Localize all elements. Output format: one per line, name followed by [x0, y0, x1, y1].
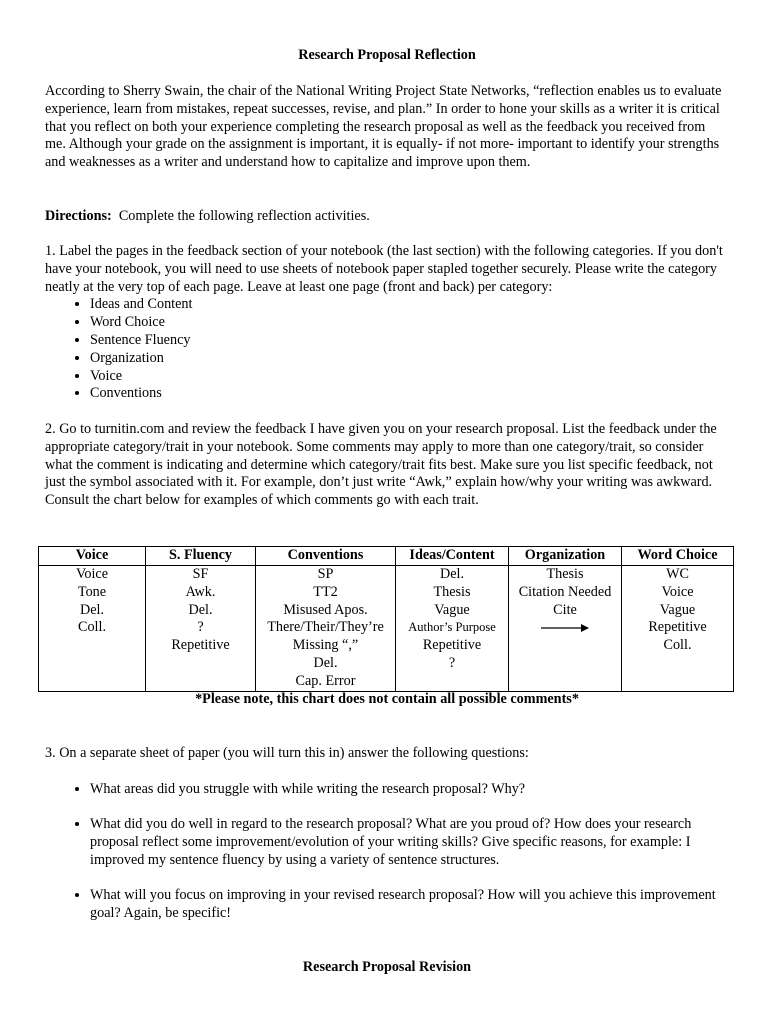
- ideas-content-column: [396, 566, 509, 692]
- chart-cell: Repetitive: [171, 637, 230, 654]
- chart-cell: ?: [197, 619, 204, 636]
- header-sentence-fluency: S. Fluency: [146, 547, 256, 566]
- voice-column: [39, 566, 146, 692]
- list-item: • Organization: [90, 350, 729, 368]
- chart-cell: Del.: [439, 566, 465, 582]
- chart-cell: Coll.: [663, 637, 692, 654]
- conventions-column: [256, 566, 396, 692]
- list-item: • What will you focus on improving in your revised research proposal? How will you achieve this improvement goal? Again, be specific!: [90, 887, 729, 923]
- category-list: [45, 296, 729, 403]
- header-word-choice: Word Choice: [622, 547, 734, 566]
- chart-cell: Cap. Error: [295, 672, 356, 689]
- chart-cell: Thesis: [433, 583, 471, 600]
- chart-cell: Author’s Purpose: [408, 620, 496, 635]
- chart-cell: Repetitive: [648, 619, 707, 636]
- chart-body-row: [39, 566, 734, 692]
- chart-cell: Missing “,”: [292, 637, 359, 654]
- chart-cell: Tone: [77, 583, 107, 600]
- chart-cell: Del.: [313, 654, 338, 671]
- header-ideas-content: Ideas/Content: [396, 547, 509, 566]
- header-organization: Organization: [509, 547, 622, 566]
- chart-cell: Cite: [553, 601, 577, 618]
- chart-header-row: [39, 547, 734, 566]
- chart-cell: Voice: [661, 583, 694, 600]
- section-title: Research Proposal Revision: [302, 959, 472, 975]
- step-3: [45, 745, 729, 941]
- chart-cell: Del.: [188, 601, 213, 618]
- chart-cell: Citation Needed: [518, 583, 612, 600]
- chart-cell: Voice: [75, 566, 109, 582]
- feedback-chart: [38, 546, 734, 692]
- list-item: • Ideas and Content: [90, 296, 729, 314]
- list-item: • Conventions: [90, 385, 729, 403]
- list-item: • What did you do well in regard to the research proposal? What are you proud of? How does your research proposal reflect some improvement/evolution of your writing skills? Give specific reasons, for example: I improved my sentence fluency by using a variety of sentence structures.: [90, 816, 729, 869]
- chart-cell: Coll.: [78, 619, 106, 636]
- step-1: [45, 243, 729, 403]
- intro-text: According to Sherry Swain, the chair of the National Writing Project State Networks, “reflection enables us to evaluate experience, learn from mistakes, repeat successes, revise, and plan.” In order to hone your skills as a writer it is critical that you reflect on both your experience completing the research proposal as well as the feedback you received from me. Although your grade on the assignment is important, it is equally- if not more- important to identify your strengths and weaknesses as a writer and understand how to capitalize and improve upon them.: [45, 83, 722, 171]
- chart-cell: Vague: [434, 601, 470, 618]
- chart-cell: Vague: [659, 601, 696, 618]
- question-list: [45, 781, 729, 923]
- chart-cell: SF: [192, 566, 209, 582]
- directions-label: Directions:: [45, 208, 112, 224]
- chart-cell: There/Their/They’re: [267, 619, 384, 636]
- intro-paragraph: [45, 83, 729, 172]
- organization-column: [509, 566, 622, 692]
- directions: [45, 208, 729, 226]
- chart-cell: SP: [317, 566, 334, 582]
- chart-cell: WC: [666, 566, 689, 582]
- chart-cell: Repetitive: [422, 637, 482, 654]
- list-item: • Word Choice: [90, 314, 729, 332]
- step-1-text: 1. Label the pages in the feedback section of your notebook (the last section) with the following categories. If you don't have your notebook, you will need to use sheets of notebook paper stapled together securely. Please write the category neatly at the very top of each page. Leave at least one page (front and back) per category:: [45, 243, 723, 295]
- arrow-right-icon: [511, 619, 619, 637]
- step-2-text: 2. Go to turnitin.com and review the feedback I have given you on your research proposal. List the feedback under the appropriate category/trait in your notebook. Some comments may apply to more than one category/trait, so consider what the comment is indicating and determine which category/trait fits best. Make sure you list specific feedback, not just the symbol associated with it. For example, don’t just write “Awk,” explain how/why your writing was awkward. Consult the chart below for examples of which comments go with each trait.: [45, 421, 717, 509]
- directions-text: Complete the following reflection activities.: [118, 208, 370, 224]
- chart-cell: ?: [448, 654, 456, 671]
- list-item: • What areas did you struggle with while writing the research proposal? Why?: [90, 781, 729, 799]
- header-voice: Voice: [39, 547, 146, 566]
- sentence-fluency-column: [146, 566, 256, 692]
- list-item: • Voice: [90, 368, 729, 386]
- list-item: • Sentence Fluency: [90, 332, 729, 350]
- page-title: Research Proposal Reflection: [298, 47, 476, 63]
- chart-note: *Please note, this chart does not contain all possible comments*: [195, 691, 579, 707]
- chart-cell: Misused Apos.: [283, 601, 368, 618]
- step-2: [45, 421, 729, 510]
- chart-cell: Thesis: [546, 566, 584, 582]
- chart-cell: Del.: [79, 601, 105, 618]
- word-choice-column: [622, 566, 734, 692]
- header-conventions: Conventions: [256, 547, 396, 566]
- step-3-text: 3. On a separate sheet of paper (you will turn this in) answer the following questions:: [45, 745, 529, 761]
- chart-cell: TT2: [313, 583, 338, 600]
- chart-cell: Awk.: [185, 583, 216, 600]
